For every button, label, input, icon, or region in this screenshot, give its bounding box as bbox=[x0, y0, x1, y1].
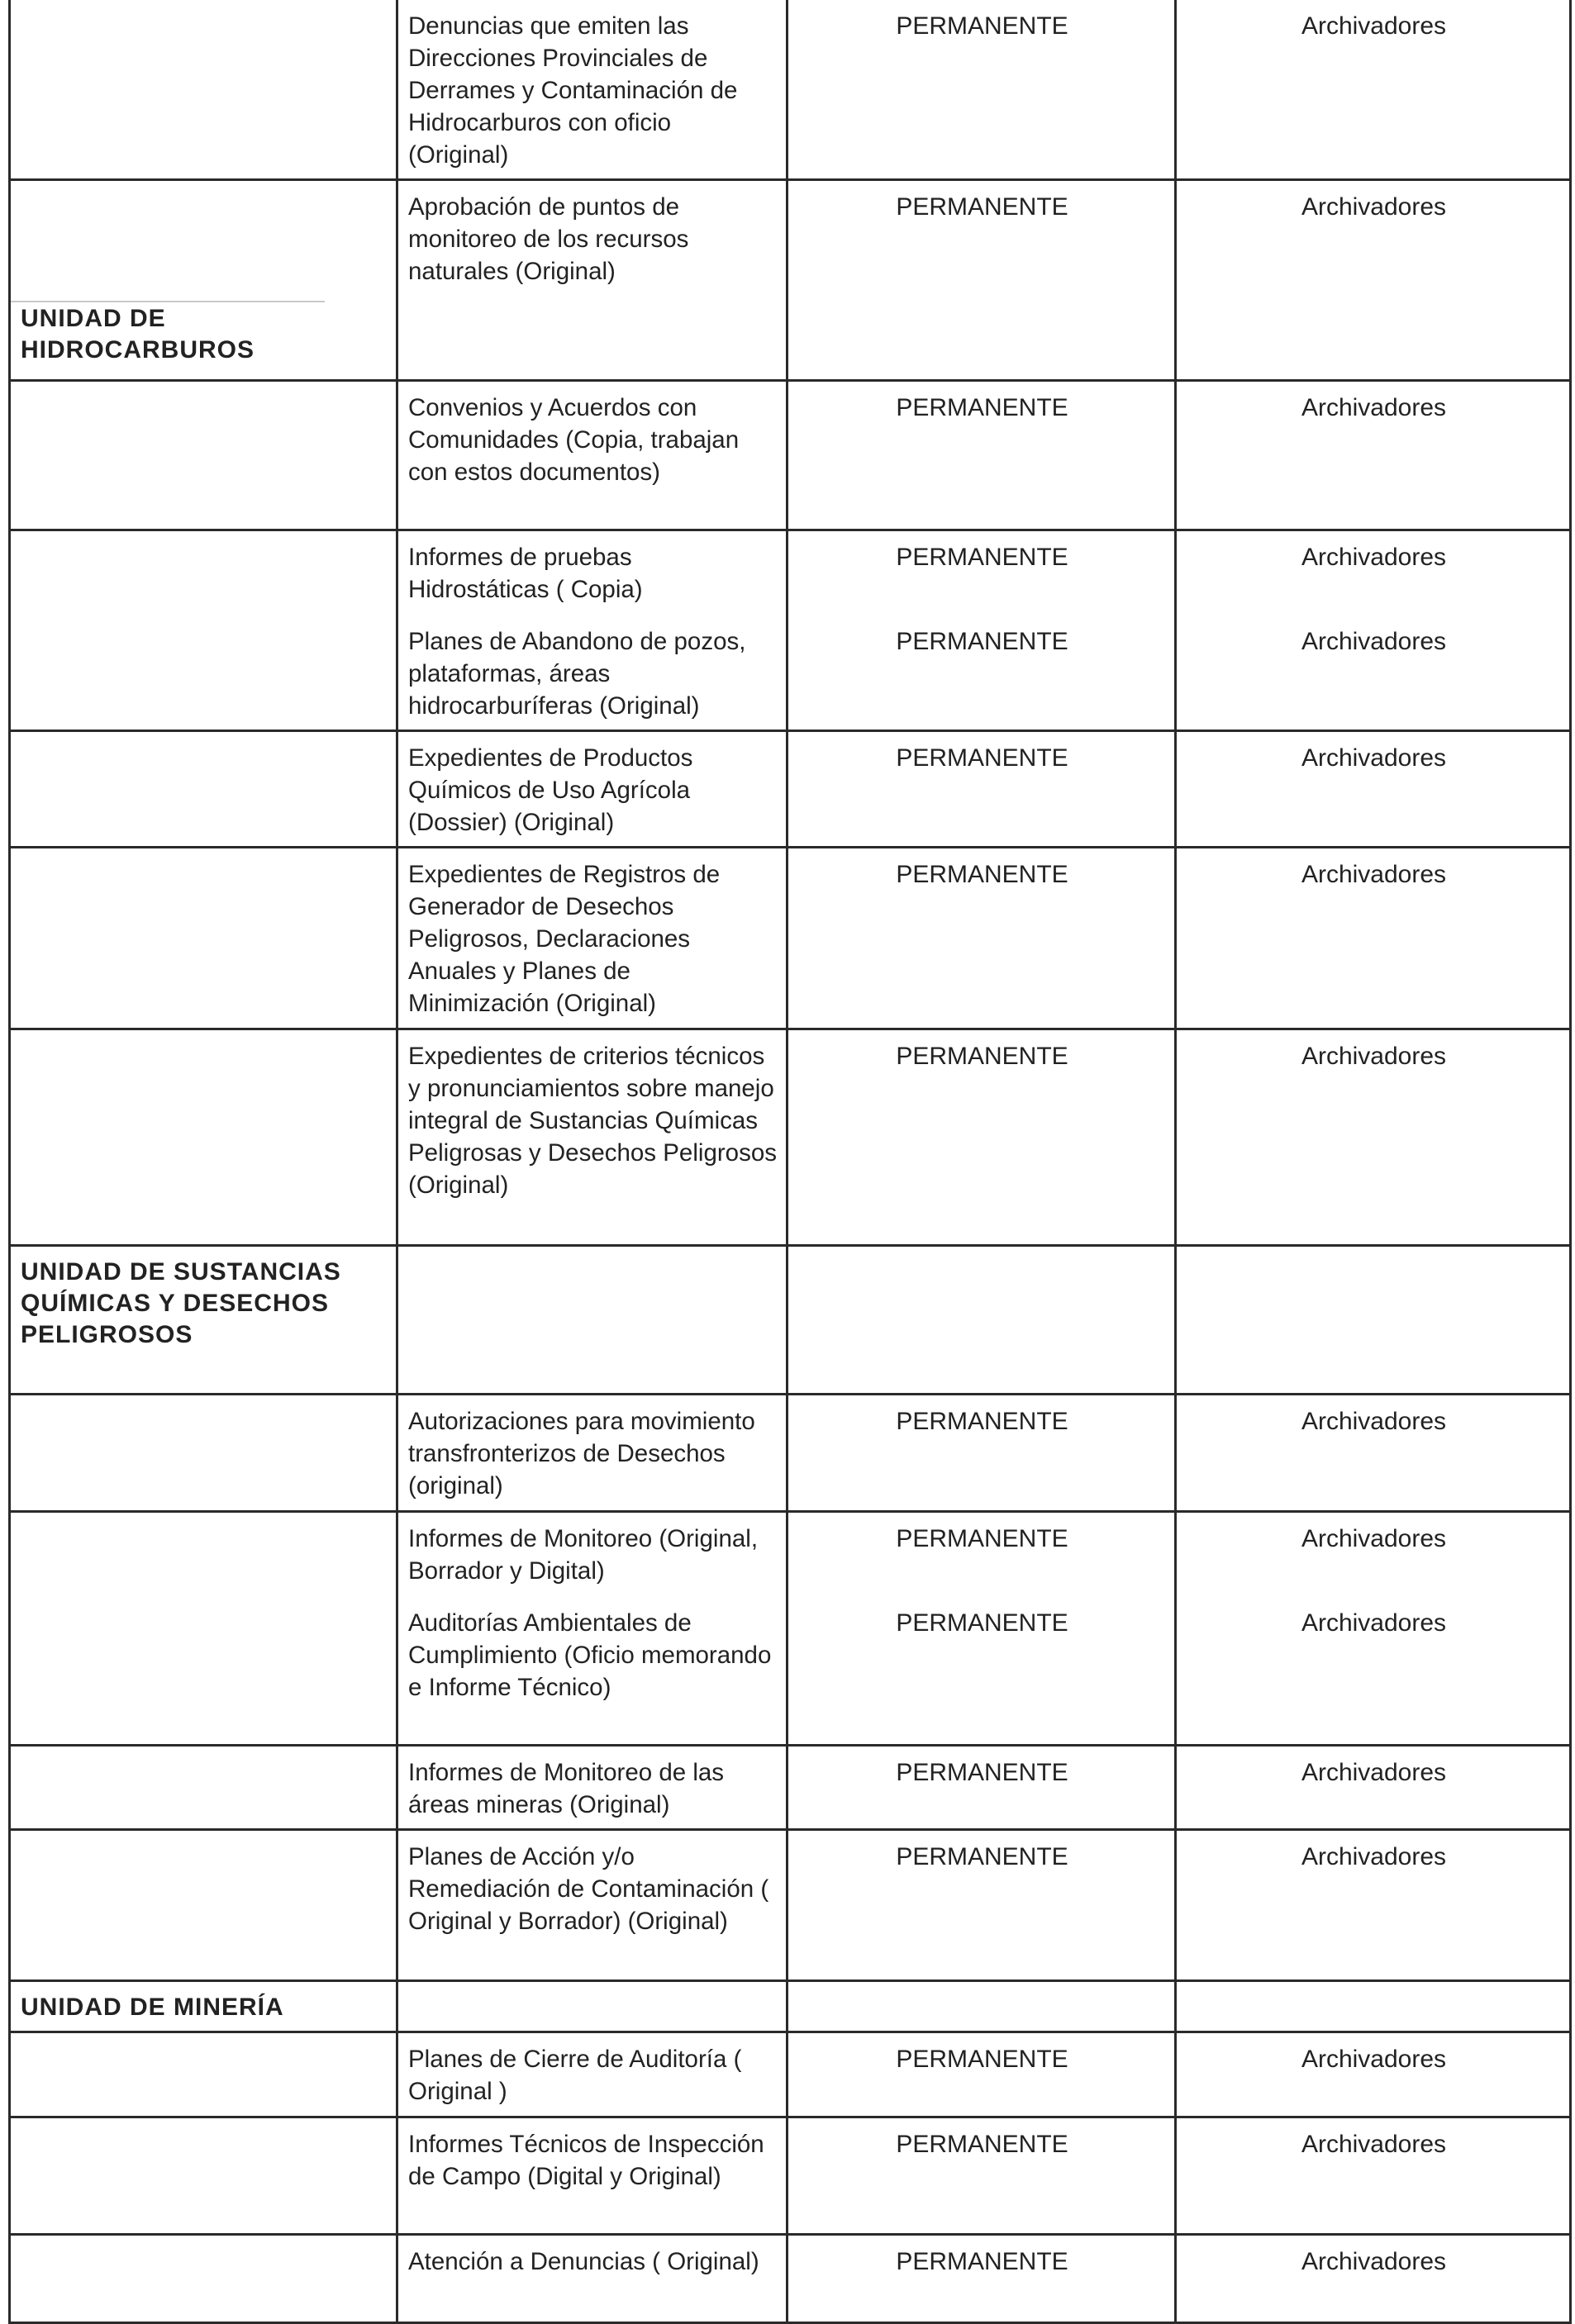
retention-value: PERMANENTE bbox=[896, 2131, 1068, 2158]
retention-cell bbox=[788, 1030, 1177, 1244]
document-cell bbox=[398, 1513, 788, 1744]
document-type: Informes de Monitoreo de las áreas mineras (Original) bbox=[408, 1759, 725, 1818]
table-row bbox=[11, 1247, 1569, 1395]
retention-cell bbox=[788, 848, 1177, 1028]
location-cell bbox=[1177, 531, 1569, 730]
retention-cell bbox=[788, 732, 1177, 846]
document-type: Planes de Abandono de pozos, plataformas, áreas hidrocarburíferas (Original) bbox=[408, 628, 746, 720]
retention-value: PERMANENTE bbox=[896, 861, 1068, 888]
table-row bbox=[11, 382, 1569, 531]
retention-value: PERMANENTE bbox=[896, 1609, 1068, 1637]
table-row bbox=[11, 2236, 1569, 2322]
document-type: Expedientes de Productos Químicos de Uso Agrícola (Dossier) (Original) bbox=[408, 744, 693, 836]
table-row bbox=[11, 181, 1569, 382]
document-type: Autorizaciones para movimiento transfronterizos de Desechos (original) bbox=[408, 1408, 755, 1499]
retention-value: PERMANENTE bbox=[896, 544, 1068, 571]
location-value: Archivadores bbox=[1301, 2131, 1447, 2158]
document-cell bbox=[398, 2236, 788, 2322]
location-value: Archivadores bbox=[1301, 12, 1447, 40]
table-row bbox=[11, 1982, 1569, 2033]
location-value: Archivadores bbox=[1301, 1609, 1447, 1637]
document-type: Expedientes de Registros de Generador de Desechos Peligrosos, Declaraciones Anuales y Planes de Minimización (Original) bbox=[408, 861, 721, 1017]
location-value: Archivadores bbox=[1301, 1525, 1447, 1552]
unit-cell bbox=[11, 1513, 398, 1744]
retention-value: PERMANENTE bbox=[896, 394, 1068, 421]
document-type: Aprobación de puntos de monitoreo de los recursos naturales (Original) bbox=[408, 193, 689, 285]
unit-name: UNIDAD DE MINERÍA bbox=[21, 1994, 284, 2021]
unit-cell bbox=[11, 2033, 398, 2116]
retention-cell bbox=[788, 1513, 1177, 1744]
document-type: Planes de Acción y/o Remediación de Contaminación ( Original y Borrador) (Original) bbox=[408, 1843, 769, 1935]
unit-cell bbox=[11, 848, 398, 1028]
unit-cell bbox=[11, 1982, 398, 2031]
document-cell bbox=[398, 1247, 788, 1393]
retention-cell bbox=[788, 1247, 1177, 1393]
retention-value: PERMANENTE bbox=[896, 2248, 1068, 2275]
location-cell bbox=[1177, 0, 1569, 178]
unit-cell bbox=[11, 732, 398, 846]
retention-cell bbox=[788, 2118, 1177, 2233]
document-type: Expedientes de criterios técnicos y pronunciamientos sobre manejo integral de Sustancias Químicas Peligrosas y Desechos Peligrosos (Original) bbox=[408, 1043, 777, 1199]
retention-cell bbox=[788, 531, 1177, 730]
location-cell bbox=[1177, 1831, 1569, 1979]
retention-value: PERMANENTE bbox=[896, 1843, 1068, 1870]
document-type: Auditorías Ambientales de Cumplimiento (Oficio memorando e Informe Técnico) bbox=[408, 1609, 772, 1701]
table-row bbox=[11, 2118, 1569, 2236]
location-cell bbox=[1177, 1982, 1569, 2031]
document-cell bbox=[398, 0, 788, 178]
location-value: Archivadores bbox=[1301, 394, 1447, 421]
location-cell bbox=[1177, 1030, 1569, 1244]
unit-cell bbox=[11, 1831, 398, 1979]
unit-cell bbox=[11, 0, 398, 178]
table-row bbox=[11, 1513, 1569, 1747]
table-row bbox=[11, 531, 1569, 732]
retention-value: PERMANENTE bbox=[896, 744, 1068, 772]
location-cell bbox=[1177, 2236, 1569, 2322]
retention-cell bbox=[788, 181, 1177, 379]
retention-cell bbox=[788, 1982, 1177, 2031]
retention-value: PERMANENTE bbox=[896, 193, 1068, 221]
location-value: Archivadores bbox=[1301, 2248, 1447, 2275]
document-cell bbox=[398, 181, 788, 379]
table-row bbox=[11, 732, 1569, 848]
location-cell bbox=[1177, 2033, 1569, 2116]
document-type: Convenios y Acuerdos con Comunidades (Copia, trabajan con estos documentos) bbox=[408, 394, 740, 486]
table-row bbox=[11, 848, 1569, 1030]
document-cell bbox=[398, 2033, 788, 2116]
unit-cell bbox=[11, 1030, 398, 1244]
retention-cell bbox=[788, 2236, 1177, 2322]
divider bbox=[11, 301, 325, 302]
retention-value: PERMANENTE bbox=[896, 628, 1068, 655]
retention-value: PERMANENTE bbox=[896, 1759, 1068, 1786]
document-cell bbox=[398, 1831, 788, 1979]
location-cell bbox=[1177, 1247, 1569, 1393]
location-value: Archivadores bbox=[1301, 544, 1447, 571]
unit-cell bbox=[11, 1247, 398, 1393]
document-type: Denuncias que emiten las Direcciones Provinciales de Derrames y Contaminación de Hidrocarburos con oficio (Original) bbox=[408, 12, 738, 169]
location-value: Archivadores bbox=[1301, 628, 1447, 655]
location-cell bbox=[1177, 2118, 1569, 2233]
location-cell bbox=[1177, 1747, 1569, 1828]
retention-cell bbox=[788, 0, 1177, 178]
document-cell bbox=[398, 1030, 788, 1244]
document-cell bbox=[398, 531, 788, 730]
location-value: Archivadores bbox=[1301, 1759, 1447, 1786]
location-value: Archivadores bbox=[1301, 1843, 1447, 1870]
location-value: Archivadores bbox=[1301, 2046, 1447, 2073]
retention-value: PERMANENTE bbox=[896, 1525, 1068, 1552]
location-cell bbox=[1177, 1513, 1569, 1744]
location-cell bbox=[1177, 382, 1569, 529]
retention-cell bbox=[788, 1831, 1177, 1979]
unit-cell bbox=[11, 382, 398, 529]
unit-cell bbox=[11, 531, 398, 730]
unit-cell bbox=[11, 2236, 398, 2322]
location-cell bbox=[1177, 181, 1569, 379]
document-cell bbox=[398, 2118, 788, 2233]
document-type: Planes de Cierre de Auditoría ( Original ) bbox=[408, 2046, 742, 2105]
retention-value: PERMANENTE bbox=[896, 2046, 1068, 2073]
retention-value: PERMANENTE bbox=[896, 12, 1068, 40]
location-value: Archivadores bbox=[1301, 193, 1447, 221]
document-cell bbox=[398, 732, 788, 846]
document-cell bbox=[398, 1395, 788, 1510]
retention-value: PERMANENTE bbox=[896, 1043, 1068, 1070]
location-value: Archivadores bbox=[1301, 1408, 1447, 1435]
unit-cell bbox=[11, 1395, 398, 1510]
location-cell bbox=[1177, 1395, 1569, 1510]
location-value: Archivadores bbox=[1301, 1043, 1447, 1070]
retention-cell bbox=[788, 382, 1177, 529]
table-row bbox=[11, 1831, 1569, 1982]
document-cell bbox=[398, 848, 788, 1028]
retention-cell bbox=[788, 1395, 1177, 1510]
table-row bbox=[11, 1395, 1569, 1513]
unit-cell bbox=[11, 181, 398, 379]
table-row bbox=[11, 0, 1569, 181]
retention-cell bbox=[788, 1747, 1177, 1828]
unit-cell bbox=[11, 2118, 398, 2233]
document-type: Informes de Monitoreo (Original, Borrador y Digital) bbox=[408, 1525, 759, 1585]
location-cell bbox=[1177, 848, 1569, 1028]
table-row bbox=[11, 1030, 1569, 1247]
document-cell bbox=[398, 1747, 788, 1828]
unit-cell bbox=[11, 1747, 398, 1828]
retention-table bbox=[8, 0, 1572, 2324]
document-type: Informes Técnicos de Inspección de Campo (Digital y Original) bbox=[408, 2131, 764, 2190]
table-row bbox=[11, 1747, 1569, 1831]
unit-name: UNIDAD DE HIDROCARBUROS bbox=[21, 305, 255, 364]
location-value: Archivadores bbox=[1301, 744, 1447, 772]
document-type: Atención a Denuncias ( Original) bbox=[408, 2248, 759, 2275]
unit-name: UNIDAD DE SUSTANCIAS QUÍMICAS Y DESECHOS PELIGROSOS bbox=[21, 1258, 341, 1348]
document-cell bbox=[398, 382, 788, 529]
retention-cell bbox=[788, 2033, 1177, 2116]
table-row bbox=[11, 2033, 1569, 2118]
location-cell bbox=[1177, 732, 1569, 846]
retention-value: PERMANENTE bbox=[896, 1408, 1068, 1435]
location-value: Archivadores bbox=[1301, 861, 1447, 888]
document-cell bbox=[398, 1982, 788, 2031]
document-type: Informes de pruebas Hidrostáticas ( Copia) bbox=[408, 544, 643, 603]
